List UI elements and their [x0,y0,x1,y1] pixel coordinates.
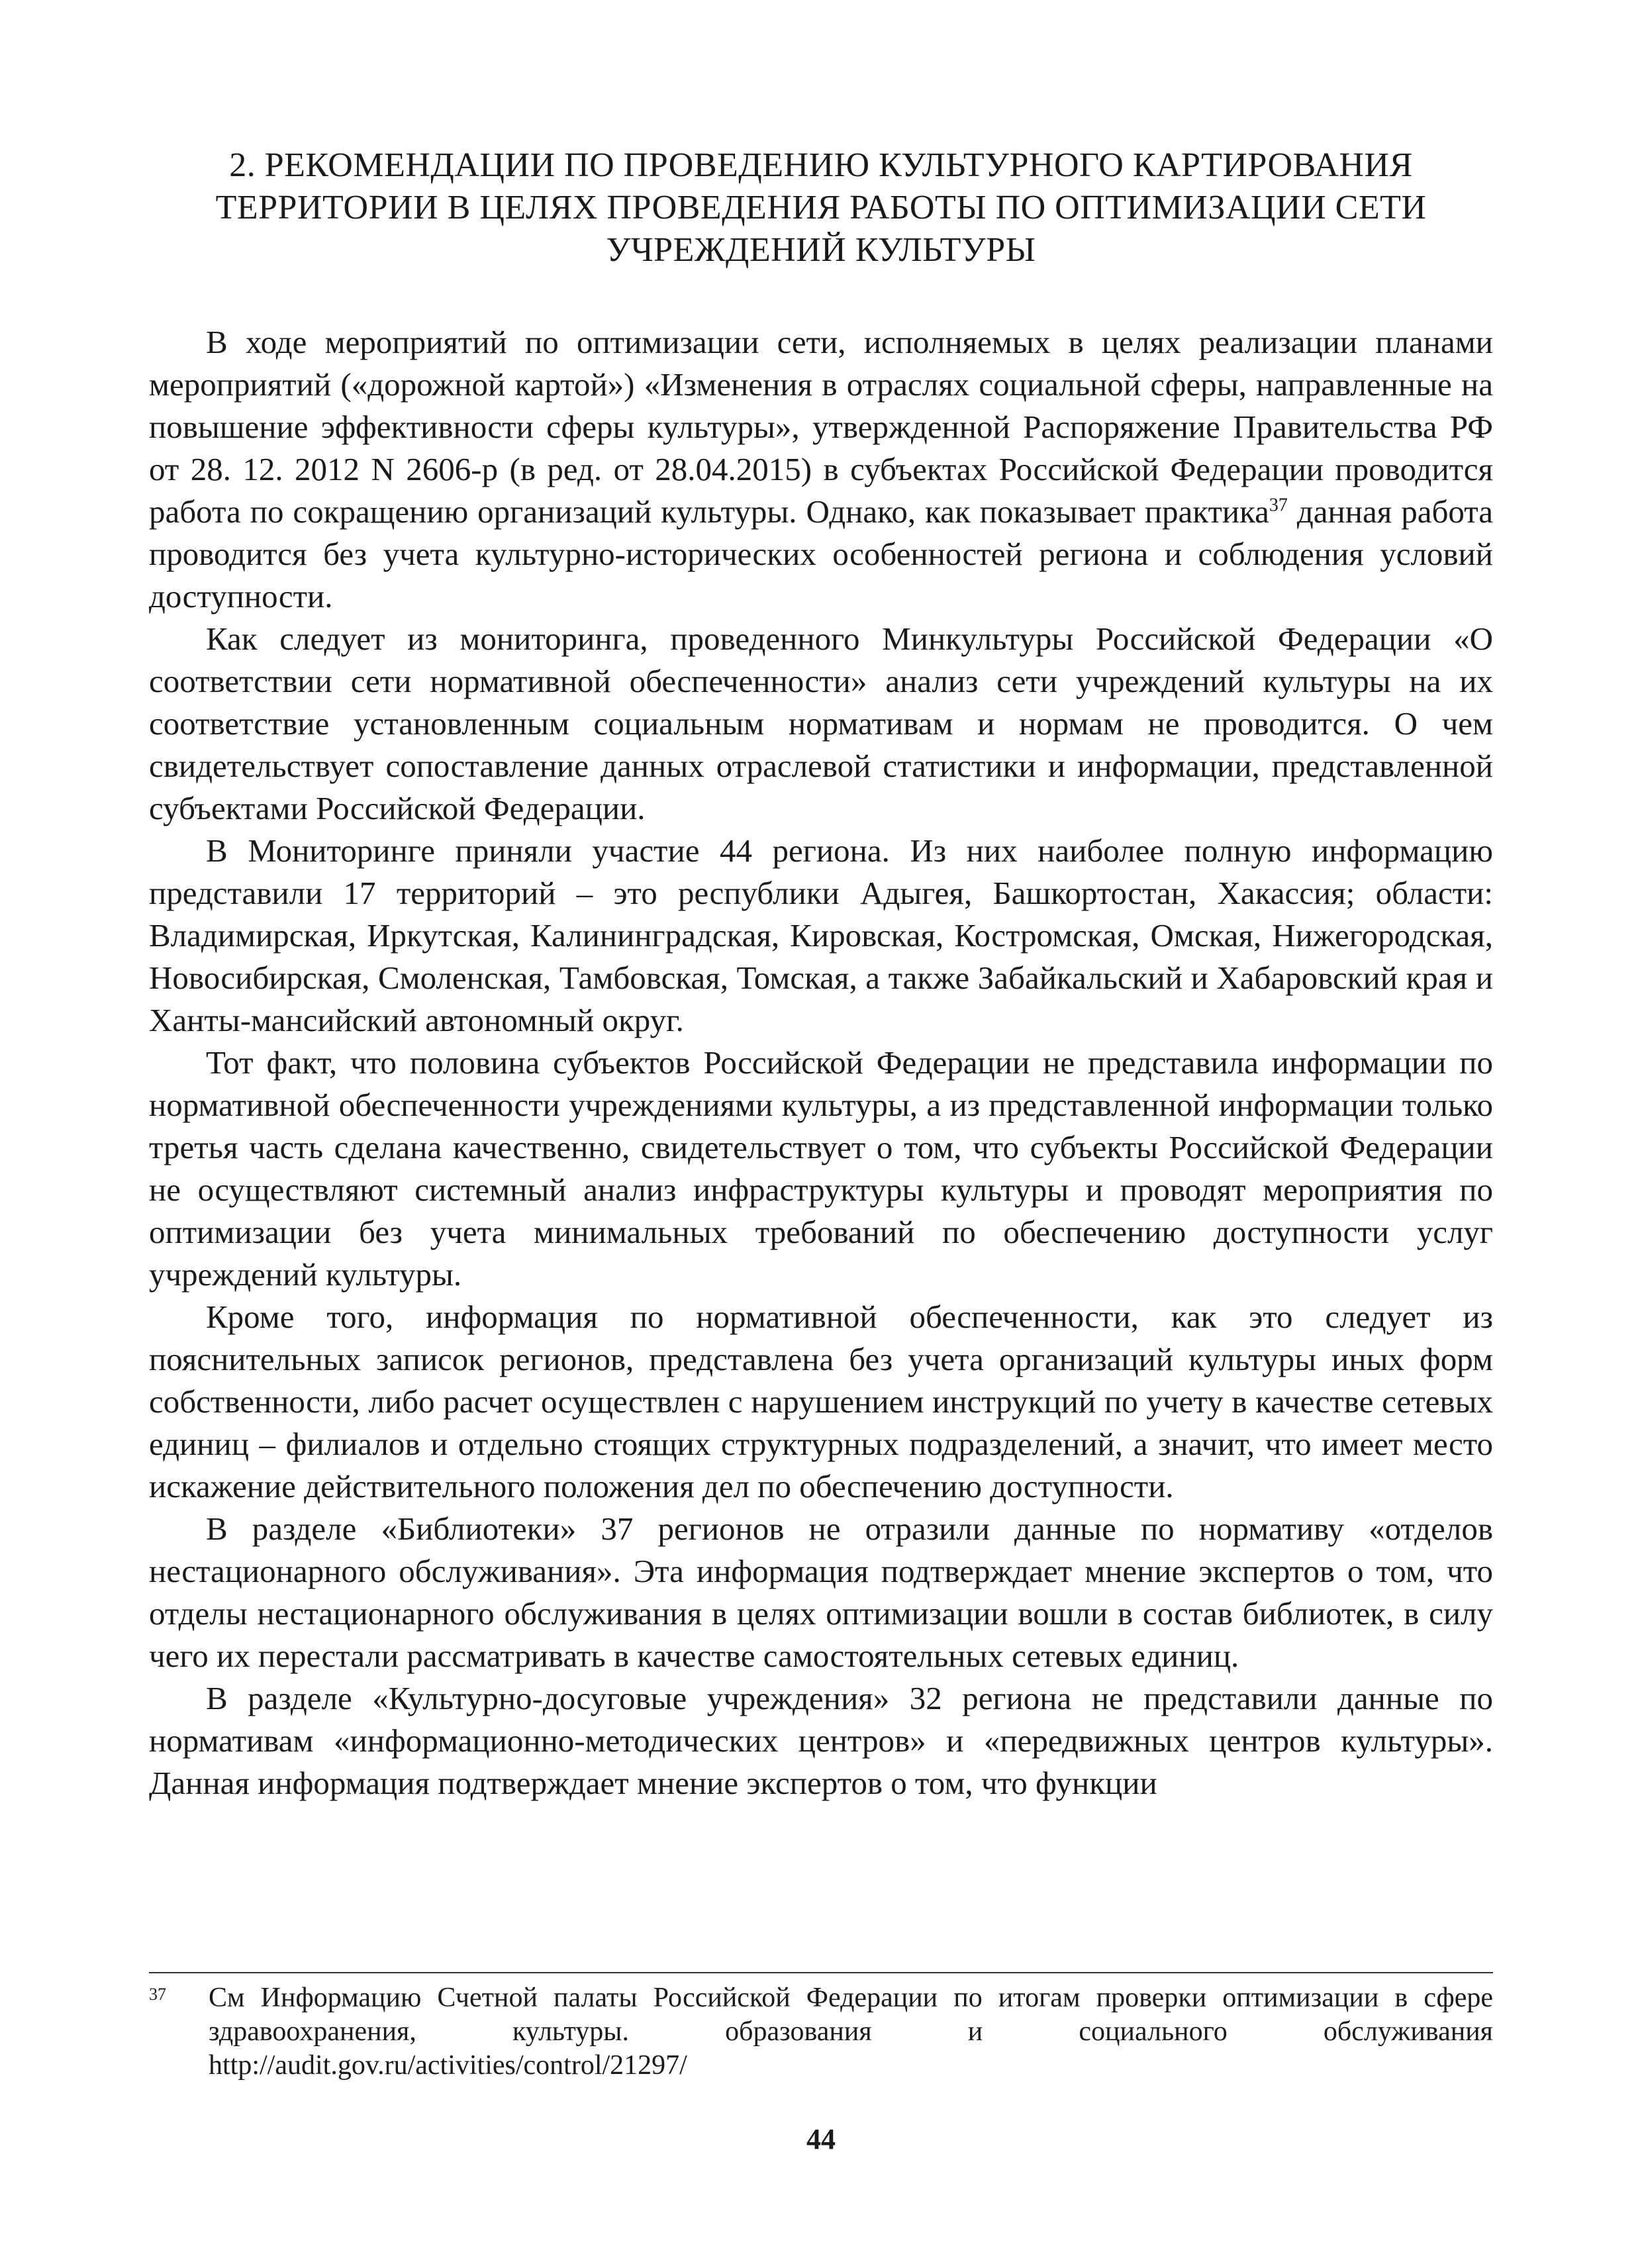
paragraph-3: В Мониторинге приняли участие 44 региона. Из них наиболее полную информацию представили 17 территорий – это республики Адыгея, Башкортостан, Хакассия; области: Владимирская, Иркутская, Калининградская, Кировская, Костромская, Омская, Нижегородская, Новосибирская, Смоленская, Тамбовская, Томская, а также Забайкальский и Хабаровский края и Ханты-мансийский автономный округ. [149,832,1493,1038]
heading-line-1: 2. РЕКОМЕНДАЦИИ ПО ПРОВЕДЕНИЮ КУЛЬТУРНОГО КАРТИРОВАНИЯ [229,146,1413,184]
paragraph-1-text: В ходе мероприятий по оптимизации сети, исполняемых в целях реализации планами мероприятий («дорожной картой») «Изменения в отраслях социальной сферы, направленные на повышение эффективности сферы культуры», утвержденной Распоряжение Правительства РФ от 28. 12. 2012 N 2606-р (в ред. от 28.04.2015) в субъектах Российской Федерации проводится работа по сокращению организаций культуры. Однако, как показывает практика [149,324,1493,530]
footnote-divider [149,1972,1493,1973]
paragraph-1 [149,321,1493,618]
paragraph-4: Тот факт, что половина субъектов Российской Федерации не представила информации по нормативной обеспеченности учреждениями культуры, а из представленной информации только третья часть сделана качественно, свидетельствует о том, что субъекты Российской Федерации не осуществляют системный анализ инфраструктуры культуры и проводят мероприятия по оптимизации без учета минимальных требований по обеспечению доступности услуг учреждений культуры. [149,1044,1493,1293]
footnote-reference[interactable]: 37 [1269,495,1288,516]
footnote-text: См Информацию Счетной палаты Российской Федерации по итогам проверки оптимизации в сфере здравоохранения, культуры. образования и социального обслуживания http://audit.gov.ru/activities/control/21297/ [209,1983,1493,2081]
section-heading [149,144,1493,271]
paragraph-6: В разделе «Библиотеки» 37 регионов не отразили данные по нормативу «отделов нестационарного обслуживания». Эта информация подтверждает мнение экспертов о том, что отделы нестационарного обслуживания в целях оптимизации вошли в состав библиотек, в силу чего их перестали рассматривать в качестве самостоятельных сетевых единиц. [149,1510,1493,1674]
heading-line-2: ТЕРРИТОРИИ В ЦЕЛЯХ ПРОВЕДЕНИЯ РАБОТЫ ПО ОПТИМИЗАЦИИ СЕТИ [215,189,1427,226]
paragraph-2: Как следует из мониторинга, проведенного Минкультуры Российской Федерации «О соответствии сети нормативной обеспеченности» анализ сети учреждений культуры на их соответствие установленным социальным нормативам и нормам не проводится. О чем свидетельствует сопоставление данных отраслевой статистики и информации, представленной субъектами Российской Федерации. [149,620,1493,826]
body-text [149,321,1493,1804]
footnote [149,1981,1493,2083]
heading-line-3: УЧРЕЖДЕНИЙ КУЛЬТУРЫ [606,231,1036,269]
paragraph-5: Кроме того, информация по нормативной обеспеченности, как это следует из пояснительных записок регионов, представлена без учета организаций культуры иных форм собственности, либо расчет осуществлен с нарушением инструкций по учету в качестве сетевых единиц – филиалов и отдельно стоящих структурных подразделений, а значит, что имеет место искажение действительного положения дел по обеспечению доступности. [149,1299,1493,1504]
paragraph-7: В разделе «Культурно-досуговые учреждения» 32 региона не представили данные по нормативам «информационно-методических центров» и «передвижных центров культуры». Данная информация подтверждает мнение экспертов о том, что функции [149,1680,1493,1801]
paragraph-1-text-continued: данная работа проводится без учета культурно-исторических особенностей региона и соблюдения условий доступности. [149,493,1493,615]
page-number: 44 [806,2123,836,2155]
footnote-mark: 37 [149,1985,166,2004]
